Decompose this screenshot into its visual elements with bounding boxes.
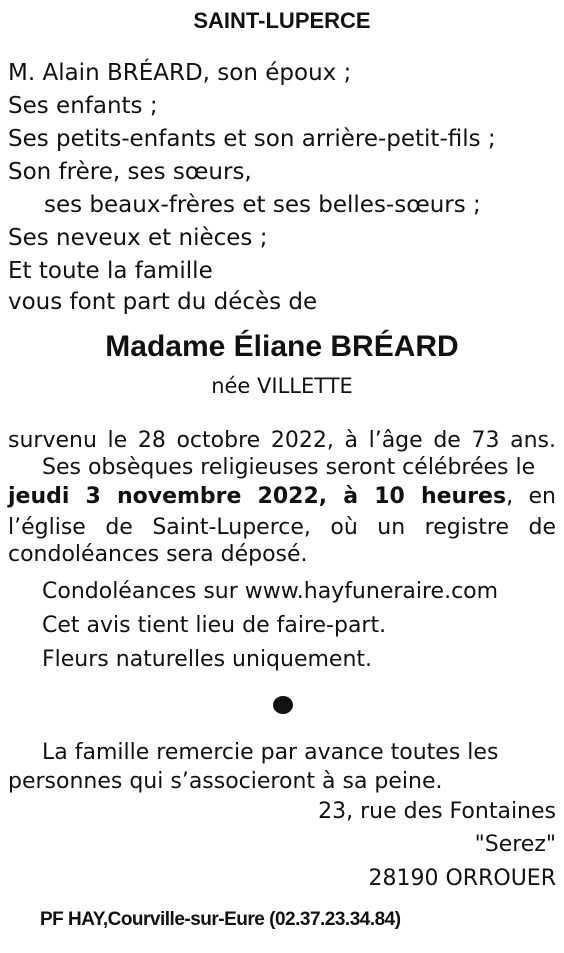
condolences-website: Condoléances sur www.hayfuneraire.com	[42, 579, 499, 604]
location-heading: SAINT-LUPERCE	[193, 8, 371, 33]
thanks-line-1: La famille remercie par avance toutes les	[42, 740, 499, 765]
family-line-7: Et toute la famille	[8, 258, 213, 284]
notice-line: Cet avis tient lieu de faire-part.	[42, 613, 387, 638]
details-line-3-rest: , en	[506, 484, 556, 509]
ceremony-date: jeudi 3 novembre 2022, à 10 heures	[8, 484, 507, 509]
family-line-5: ses beaux-frères et ses belles-sœurs ;	[44, 192, 481, 218]
family-line-6: Ses neveux et nièces ;	[8, 225, 268, 251]
details-line-1: survenu le 28 octobre 2022, à l’âge de 73 ans.	[8, 428, 556, 453]
details-line-2: Ses obsèques religieuses seront célébrées le	[42, 455, 536, 480]
thanks-line-2: personnes qui s’associeront à sa peine.	[8, 769, 443, 794]
separator-dot	[273, 696, 293, 714]
address-place: "Serez"	[474, 832, 556, 857]
family-line-2: Ses enfants ;	[8, 93, 158, 119]
family-line-8: vous font part du décès de	[8, 289, 318, 315]
funeral-home-footer: PF HAY,Courville-sur-Eure (02.37.23.34.84)	[40, 909, 401, 930]
family-line-1: M. Alain BRÉARD, son époux ;	[8, 60, 352, 86]
family-line-3: Ses petits-enfants et son arrière-petit-fils ;	[8, 126, 496, 152]
maiden-name: née VILLETTE	[211, 374, 353, 398]
family-line-4: Son frère, ses sœurs,	[8, 159, 252, 185]
details-line-3	[8, 483, 556, 510]
address-city: 28190 ORROUER	[368, 866, 556, 891]
details-line-4: l’église de Saint-Luperce, où un registre de	[8, 515, 556, 540]
deceased-name: Madame Éliane BRÉARD	[105, 330, 459, 363]
details-line-5: condoléances sera déposé.	[8, 542, 308, 567]
flowers-line: Fleurs naturelles uniquement.	[42, 647, 373, 672]
address-street: 23, rue des Fontaines	[318, 799, 556, 824]
